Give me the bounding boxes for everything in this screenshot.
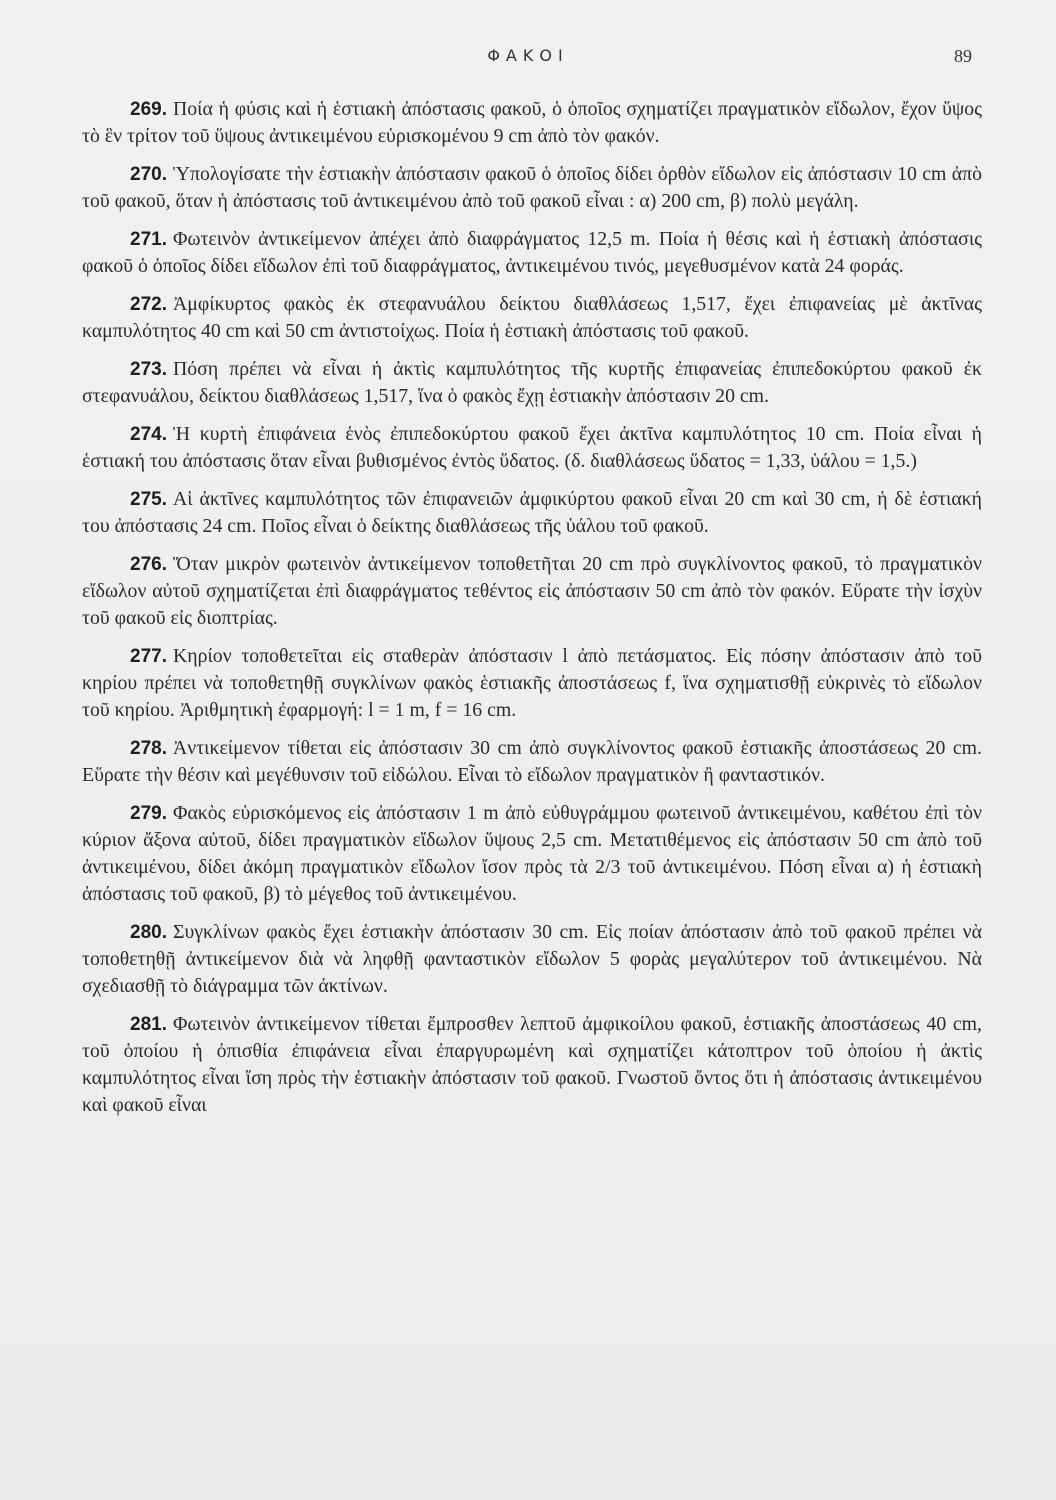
problem-text: Αἱ ἀκτῖνες καμπυλότητος τῶν ἐπιφανειῶν ἀμφικύρτου φακοῦ εἶναι 20 cm καὶ 30 cm, ἡ δὲ ἑστιακή του ἀπόστασις 24 cm. Ποῖος εἶναι ὁ δείκτης διαθλάσεως τῆς ὑάλου τοῦ φακοῦ. xyxy=(82,488,982,537)
problem-text: Ὅταν μικρὸν φωτεινὸν ἀντικείμενον τοποθετῆται 20 cm πρὸ συγκλίνοντος φακοῦ, τὸ πραγματικὸν εἴδωλον αὐτοῦ σχηματίζεται ἐπὶ διαφράγματος τεθέντος εἰς ἀπόστασιν 50 cm ἀπὸ τὸν φακόν. Εὕρατε τὴν ἰσχὺν τοῦ φακοῦ εἰς διοπτρίας. xyxy=(82,553,982,629)
problem-number: 269. xyxy=(130,99,167,120)
page-header xyxy=(0,46,1056,76)
problem-number: 270. xyxy=(130,164,167,185)
problem-281 xyxy=(82,1011,982,1119)
problem-number: 274. xyxy=(130,424,167,445)
problem-number: 278. xyxy=(130,738,167,759)
problem-276 xyxy=(82,551,982,632)
problem-280 xyxy=(82,919,982,1000)
problem-number: 277. xyxy=(130,646,167,667)
problem-number: 279. xyxy=(130,803,167,824)
problem-number: 276. xyxy=(130,554,167,575)
problem-270 xyxy=(82,161,982,215)
problem-279 xyxy=(82,800,982,908)
problem-274 xyxy=(82,421,982,475)
problem-277 xyxy=(82,643,982,724)
problem-272 xyxy=(82,291,982,345)
running-title: ΦΑΚΟΙ xyxy=(487,46,569,65)
problem-text: Συγκλίνων φακὸς ἔχει ἑστιακὴν ἀπόστασιν 30 cm. Εἰς ποίαν ἀπόστασιν ἀπὸ τοῦ φακοῦ πρέπει νὰ τοποθετηθῇ ἀντικείμενον διὰ νὰ ληφθῇ φανταστικὸν εἴδωλον 5 φορὰς μεγαλύτερον τοῦ ἀντικειμένου. Νὰ σχεδιασθῇ τὸ διάγραμμα τῶν ἀκτίνων. xyxy=(82,921,982,997)
problem-number: 275. xyxy=(130,489,167,510)
problem-278 xyxy=(82,735,982,789)
problem-273 xyxy=(82,356,982,410)
problem-number: 271. xyxy=(130,229,167,250)
problem-text: Φωτεινὸν ἀντικείμενον ἀπέχει ἀπὸ διαφράγματος 12,5 m. Ποία ἡ θέσις καὶ ἡ ἑστιακὴ ἀπόστασις φακοῦ ὁ ὁποῖος δίδει εἴδωλον ἐπὶ τοῦ διαφράγματος, ἀντικειμένου τινός, μεγεθυσμένον κατὰ 24 φοράς. xyxy=(82,228,982,277)
problem-number: 281. xyxy=(130,1014,167,1035)
page-number: 89 xyxy=(954,46,972,66)
problem-text: Ἀντικείμενον τίθεται εἰς ἀπόστασιν 30 cm ἀπὸ συγκλίνοντος φακοῦ ἑστιακῆς ἀποστάσεως 20 cm. Εὕρατε τὴν θέσιν καὶ μεγέθυνσιν τοῦ εἰδώλου. Εἶναι τὸ εἴδωλον πραγματικὸν ἢ φανταστικόν. xyxy=(82,737,982,786)
problem-text: Φωτεινὸν ἀντικείμενον τίθεται ἔμπροσθεν λεπτοῦ ἀμφικοίλου φακοῦ, ἑστιακῆς ἀποστάσεως 40 cm, τοῦ ὁποίου ἡ ὀπισθία ἐπιφάνεια εἶναι ἐπαργυρωμένη καὶ σχηματίζει κάτοπτρον τοῦ ὁποίου ἡ ἀκτὶς καμπυλότητος εἶναι ἴση πρὸς τὴν ἑστιακὴν ἀπόστασιν τοῦ φακοῦ. Γνωστοῦ ὄντος ὅτι ἡ ἀπόστασις ἀντικειμένου καὶ φακοῦ εἶναι xyxy=(82,1013,982,1116)
problem-text: Ἀμφίκυρτος φακὸς ἐκ στεφανυάλου δείκτου διαθλάσεως 1,517, ἔχει ἐπιφανείας μὲ ἀκτῖνας καμπυλότητος 40 cm καὶ 50 cm ἀντιστοίχως. Ποία ἡ ἑστιακὴ ἀπόστασις τοῦ φακοῦ. xyxy=(82,293,982,342)
problem-text: Κηρίον τοποθετεῖται εἰς σταθερὰν ἀπόστασιν l ἀπὸ πετάσματος. Εἰς πόσην ἀπόστασιν ἀπὸ τοῦ κηρίου πρέπει νὰ τοποθετηθῇ συγκλίνων φακὸς ἑστιακῆς ἀποστάσεως f, ἵνα σχηματισθῇ εὐκρινὲς τὸ εἴδωλον τοῦ κηρίου. Ἀριθμητικὴ ἐφαρμογή: l = 1 m, f = 16 cm. xyxy=(82,645,982,721)
problem-271 xyxy=(82,226,982,280)
problem-text: Ἡ κυρτὴ ἐπιφάνεια ἑνὸς ἐπιπεδοκύρτου φακοῦ ἔχει ἀκτῖνα καμπυλότητος 10 cm. Ποία εἶναι ἡ ἑστιακή του ἀπόστασις ὅταν εἶναι βυθισμένος ἐντὸς ὕδατος. (δ. διαθλάσεως ὕδατος = 1,33, ὑάλου = 1,5.) xyxy=(82,423,982,472)
problem-text: Ὑπολογίσατε τὴν ἑστιακὴν ἀπόστασιν φακοῦ ὁ ὁποῖος δίδει ὀρθὸν εἴδωλον εἰς ἀπόστασιν 10 cm ἀπὸ τοῦ φακοῦ, ὅταν ἡ ἀπόστασις τοῦ ἀντικειμένου ἀπὸ τοῦ φακοῦ εἶναι : α) 200 cm, β) πολὺ μεγάλη. xyxy=(82,163,982,212)
problem-number: 272. xyxy=(130,294,167,315)
problem-text: Φακὸς εὑρισκόμενος εἰς ἀπόστασιν 1 m ἀπὸ εὐθυγράμμου φωτεινοῦ ἀντικειμένου, καθέτου ἐπὶ τὸν κύριον ἄξονα αὐτοῦ, δίδει πραγματικὸν εἴδωλον ὕψους 2,5 cm. Μετατιθέμενος εἰς ἀπόστασιν 50 cm ἀπὸ τοῦ ἀντικειμένου, δίδει ἀκόμη πραγματικὸν εἴδωλον ἴσον πρὸς τὰ 2/3 τοῦ ἀντικειμένου. Πόση εἶναι α) ἡ ἑστιακὴ ἀπόστασις τοῦ φακοῦ, β) τὸ μέγεθος τοῦ ἀντικειμένου. xyxy=(82,802,982,905)
problem-text: Πόση πρέπει νὰ εἶναι ἡ ἀκτὶς καμπυλότητος τῆς κυρτῆς ἐπιφανείας ἐπιπεδοκύρτου φακοῦ ἐκ στεφανυάλου, δείκτου διαθλάσεως 1,517, ἵνα ὁ φακὸς ἔχῃ ἑστιακὴν ἀπόστασιν 20 cm. xyxy=(82,358,982,407)
problem-269 xyxy=(82,96,982,150)
problem-275 xyxy=(82,486,982,540)
problem-number: 280. xyxy=(130,922,167,943)
problem-number: 273. xyxy=(130,359,167,380)
problem-text: Ποία ἡ φύσις καὶ ἡ ἑστιακὴ ἀπόστασις φακοῦ, ὁ ὁποῖος σχηματίζει πραγματικὸν εἴδωλον, ἔχον ὕψος τὸ ἓν τρίτον τοῦ ὕψους ἀντικειμένου εὑρισκομένου 9 cm ἀπὸ τὸν φακόν. xyxy=(82,98,982,147)
problem-list xyxy=(82,96,982,1130)
